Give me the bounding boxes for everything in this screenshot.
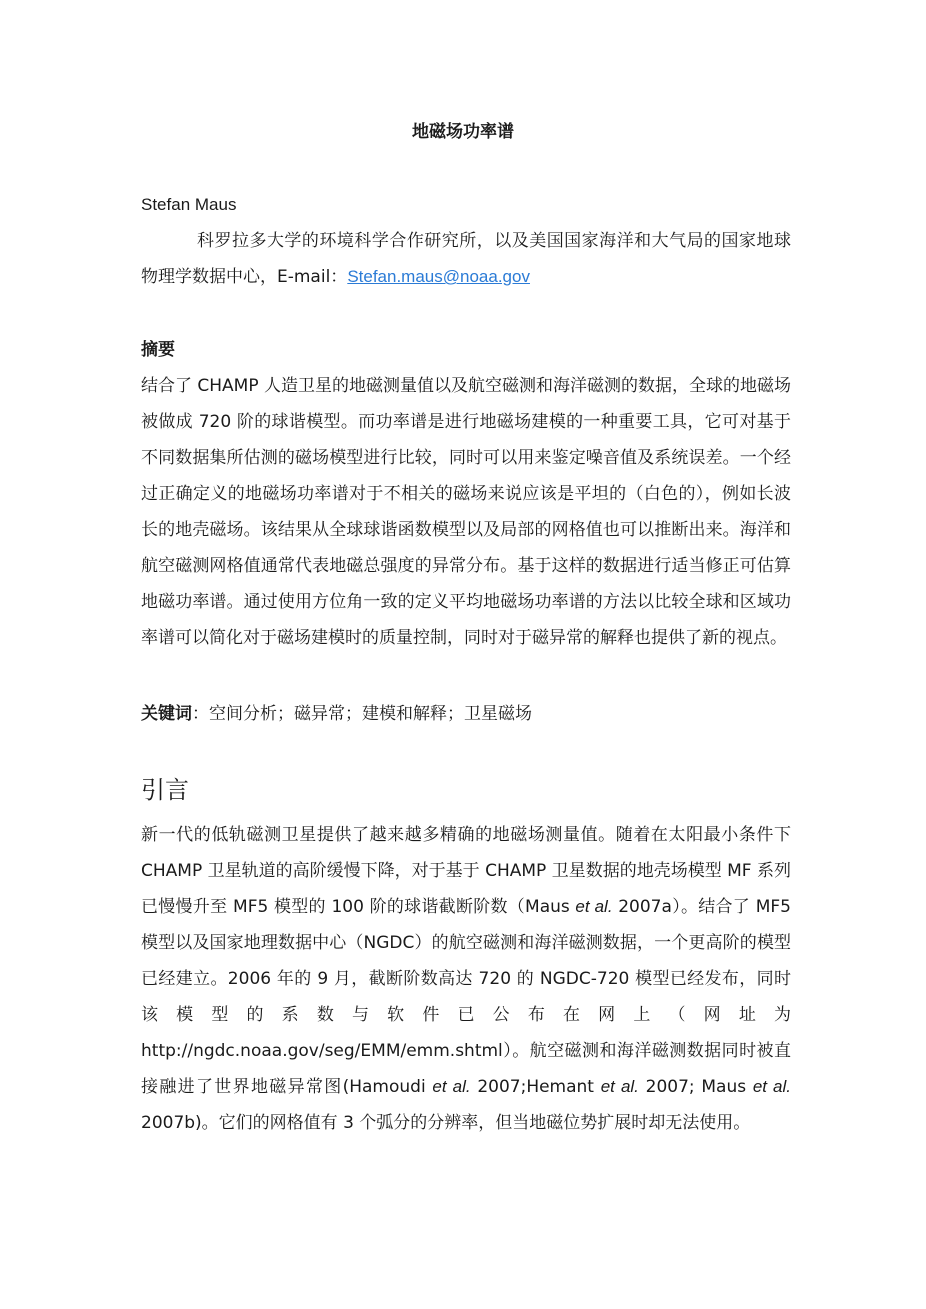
email-link[interactable]: Stefan.maus@noaa.gov	[347, 267, 530, 286]
abstract-text: 结合了 CHAMP 人造卫星的地磁测量值以及航空磁测和海洋磁测的数据，全球的地磁场被做成 720 阶的球谐模型。而功率谱是进行地磁场建模的一种重要工具，它可对基于不同数据集所估测的磁场模型进行比较，同时可以用来鉴定噪音值及系统误差。一个经过正确定义的地磁场功率谱对于不相关的磁场来说应该是平坦的（白色的），例如长波长的地壳磁场。该结果从全球球谐函数模型以及局部的网格值也可以推断出来。海洋和航空磁测网格值通常代表地磁总强度的异常分布。基于这样的数据进行适当修正可估算地磁功率谱。通过使用方位角一致的定义平均地磁场功率谱的方法以比较全球和区域功率谱可以简化对于磁场建模时的质量控制，同时对于磁异常的解释也提供了新的视点。	[141, 376, 792, 648]
author-affiliation	[141, 223, 791, 295]
intro-text-part-2: 2007a）。结合了 MF5 模型以及国家地理数据中心（NGDC）的航空磁测和海洋磁测数据，一个更高阶的模型已经建立。2006 年的 9 月，截断阶数高达 720 的 NGDC-720 模型已经发布，同时该模型的系数与软件已公布在网上（网址为 http://ngdc.noaa.gov/seg/EMM/emm.shtml）。航空磁测和海洋磁测数据同时被直接融进了世界地磁异常图(Hamoudi	[141, 897, 791, 1097]
intro-text-part-4: 2007; Maus	[638, 1077, 753, 1097]
keywords-colon: ：	[192, 704, 209, 724]
paper-title: 地磁场功率谱	[412, 122, 514, 142]
citation-etal-4: et al.	[752, 1077, 791, 1096]
intro-paragraph	[141, 817, 791, 1141]
abstract-heading: 摘要	[141, 340, 175, 360]
author-name: Stefan Maus	[141, 195, 237, 214]
intro-text-part-5: 2007b)。它们的网格值有 3 个弧分的分辨率，但当地磁位势扩展时却无法使用。	[141, 1113, 751, 1133]
intro-heading: 引言	[141, 776, 189, 804]
keywords-line	[141, 696, 791, 732]
citation-etal-1: et al.	[575, 897, 613, 916]
affiliation-text: 科罗拉多大学的环境科学合作研究所，以及美国国家海洋和大气局的国家地球物理学数据中心，E-mail：	[141, 231, 791, 287]
citation-etal-2: et al.	[432, 1077, 471, 1096]
intro-text-part-3: 2007;Hemant	[470, 1077, 601, 1097]
keywords-text: 空间分析；磁异常；建模和解释；卫星磁场	[209, 704, 532, 724]
keywords-label: 关键词	[141, 704, 192, 724]
intro-text-part-1: 新一代的低轨磁测卫星提供了越来越多精确的地磁场测量值。随着在太阳最小条件下 CHAMP 卫星轨道的高阶缓慢下降，对于基于 CHAMP 卫星数据的地壳场模型 MF 系列已慢慢升至 MF5 模型的 100 阶的球谐截断阶数（Maus	[141, 825, 791, 917]
citation-etal-3: et al.	[600, 1077, 639, 1096]
